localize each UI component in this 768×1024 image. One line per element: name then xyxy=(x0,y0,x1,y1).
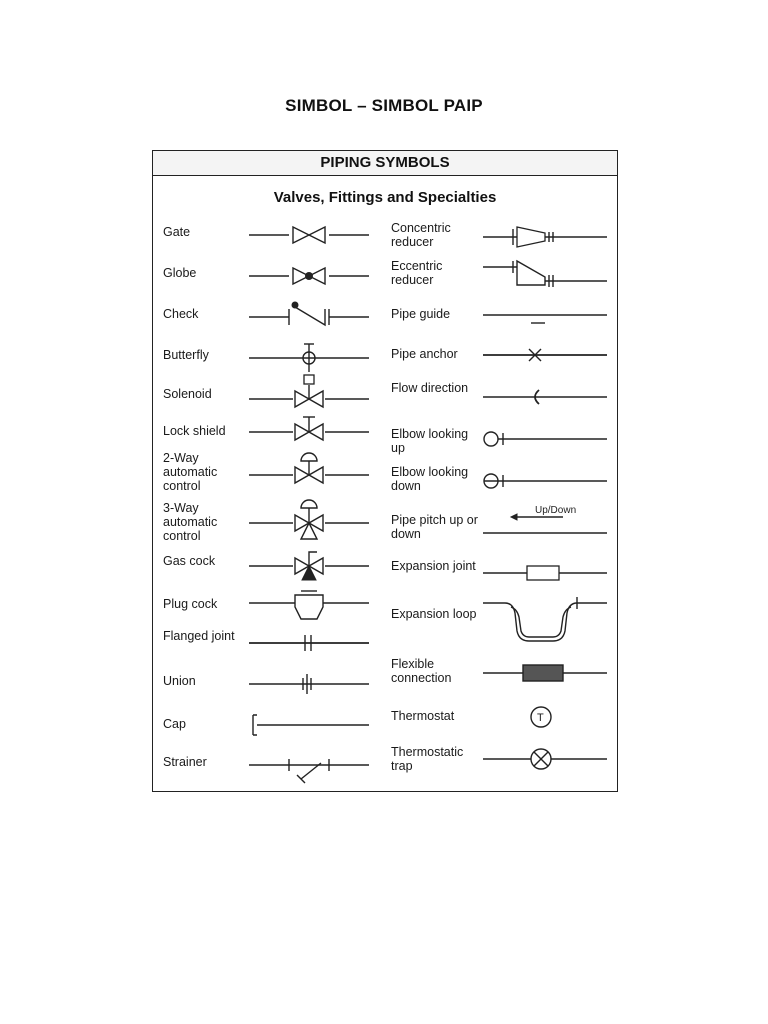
symbol-label: Union xyxy=(163,674,196,688)
flow-direction-icon xyxy=(483,377,607,417)
symbol-label: Thermostat xyxy=(391,709,455,723)
chart-header xyxy=(153,151,617,176)
concentric-reducer-icon xyxy=(483,217,607,257)
thermostat-text: T xyxy=(537,712,544,724)
strainer-icon xyxy=(249,745,369,785)
symbol-label: Strainer xyxy=(163,755,207,769)
symbol-label: Expansion joint xyxy=(391,559,476,573)
pipe-anchor-icon xyxy=(483,337,607,377)
symbol-label: Pipe anchor xyxy=(391,347,458,361)
symbol-label: Concentric reducer xyxy=(391,221,451,249)
butterfly-valve-icon xyxy=(249,338,369,378)
pipe-pitch-icon xyxy=(483,503,607,543)
eccentric-reducer-icon xyxy=(483,257,607,297)
symbol-label: Solenoid xyxy=(163,387,212,401)
elbow-up-icon xyxy=(483,419,607,459)
expansion-joint-icon xyxy=(483,557,607,597)
check-valve-icon xyxy=(249,297,369,337)
symbol-label: Flanged joint xyxy=(163,629,235,643)
plug-cock-icon xyxy=(249,587,369,627)
expansion-loop-icon xyxy=(483,597,607,647)
thermostat-icon xyxy=(483,701,607,741)
symbol-label: Eccentric reducer xyxy=(391,259,443,287)
symbol-label: 3-Way automatic control xyxy=(163,501,218,543)
thermostatic-trap-icon xyxy=(483,739,607,779)
symbol-label: Gate xyxy=(163,225,191,239)
gas-cock-icon xyxy=(249,546,369,586)
symbol-label: Plug cock xyxy=(163,597,218,611)
symbol-label: 2-Way automatic control xyxy=(163,451,218,493)
union-icon xyxy=(249,664,369,704)
globe-valve-icon xyxy=(249,256,369,296)
two-way-control-valve-icon xyxy=(249,451,369,491)
three-way-control-valve-icon xyxy=(249,499,369,539)
cap-icon xyxy=(249,707,369,747)
symbol-label: Lock shield xyxy=(163,424,226,438)
pipe-pitch-text: Up/Down xyxy=(535,505,577,516)
symbol-label: Elbow looking up xyxy=(391,427,469,455)
symbol-label: Flow direction xyxy=(391,381,469,395)
symbol-label: Cap xyxy=(163,717,186,731)
page-title: SIMBOL – SIMBOL PAIP xyxy=(285,96,483,115)
flexible-connection-icon xyxy=(483,653,607,693)
symbol-label: Pipe guide xyxy=(391,307,451,321)
gate-valve-icon xyxy=(249,215,369,255)
elbow-down-icon xyxy=(483,461,607,501)
lock-shield-valve-icon xyxy=(249,414,369,454)
symbol-label: Butterfly xyxy=(163,348,209,362)
solenoid-valve-icon xyxy=(249,377,369,417)
symbol-label: Flexible connection xyxy=(391,657,452,685)
flanged-joint-icon xyxy=(249,625,369,665)
pipe-guide-icon xyxy=(483,297,607,337)
symbol-label: Elbow looking down xyxy=(391,465,469,493)
symbol-label: Check xyxy=(163,307,199,321)
symbol-label: Thermostatic trap xyxy=(391,745,464,773)
symbol-label: Expansion loop xyxy=(391,607,477,621)
piping-symbols-chart xyxy=(152,150,618,792)
symbol-label: Gas cock xyxy=(163,554,216,568)
chart-subtitle: Valves, Fittings and Specialties xyxy=(273,189,497,206)
symbol-label: Globe xyxy=(163,266,197,280)
symbol-label: Pipe pitch up or down xyxy=(391,513,478,541)
chart-title: PIPING SYMBOLS xyxy=(320,154,450,171)
